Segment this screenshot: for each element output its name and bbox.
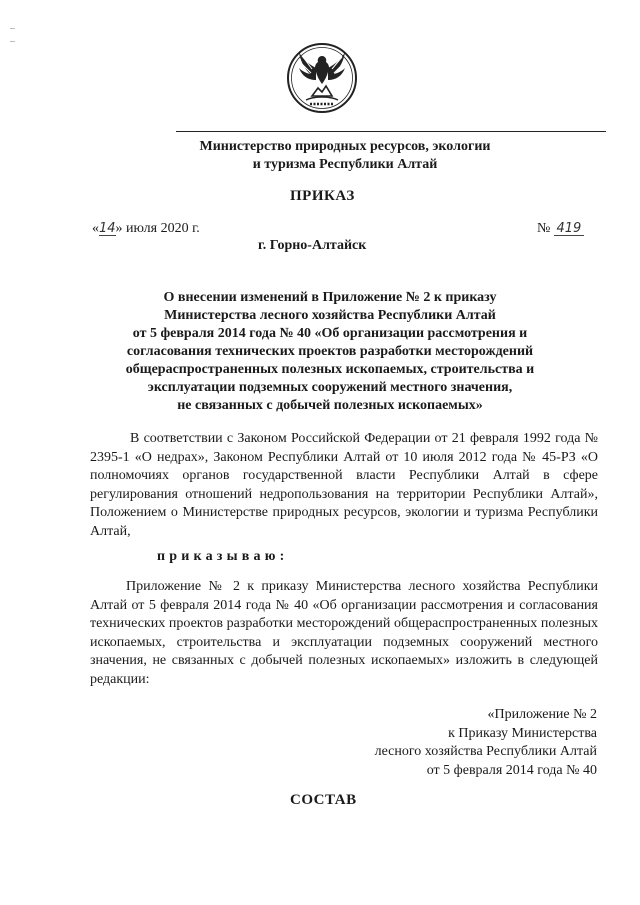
- appendix-reference: [330, 706, 597, 780]
- number-prefix: №: [537, 221, 551, 236]
- open-quote: «: [92, 221, 99, 236]
- clause-paragraph: Приложение № 2 к приказу Министерства лесного хозяйства Республики Алтай от 5 февраля 2014 года № 40 «Об организации рассмотрения и согласования технических проектов разработки месторождений общераспространенных полезных ископаемых, строительства и эксплуатации подземных сооружений местного значения, не связанных с добычей полезных ископаемых» изложить в следующей редакции:: [90, 579, 598, 687]
- republic-emblem-icon: [286, 38, 358, 118]
- close-quote: »: [115, 221, 123, 236]
- section-title: СОСТАВ: [290, 792, 357, 808]
- orders-word: приказываю:: [157, 549, 289, 564]
- appendix-line: «Приложение № 2: [487, 707, 597, 722]
- header-rule: [176, 131, 606, 132]
- ministry-name: [170, 138, 520, 174]
- title-line: О внесении изменений в Приложение № 2 к приказу: [163, 290, 497, 305]
- title-line: Министерства лесного хозяйства Республики Алтай: [164, 308, 496, 323]
- preamble-paragraph: В соответствии с Законом Российской Федерации от 21 февраля 1992 года № 2395-1 «О недрах», Законом Республики Алтай от 10 июля 2012 года № 45-РЗ «О полномочиях органов государственной власти Республики Алтай в сфере регулирования отношений недропользования на территории Республики Алтай», Положением о Министерстве природных ресурсов, экологии и туризма Республики Алтай,: [90, 431, 598, 539]
- ministry-line: и туризма Республики Алтай: [252, 157, 438, 172]
- handwritten-number: 419: [554, 222, 584, 236]
- city: г. Горно-Алтайск: [258, 238, 367, 253]
- document-type: ПРИКАЗ: [290, 188, 355, 204]
- title-line: от 5 февраля 2014 года № 40 «Об организации рассмотрения и: [132, 326, 528, 341]
- title-line: согласования технических проектов разработки месторождений: [126, 344, 534, 359]
- appendix-line: к Приказу Министерства: [448, 725, 597, 741]
- appendix-line: лесного хозяйства Республики Алтай: [374, 744, 597, 759]
- title-line: не связанных с добычей полезных ископаемых»: [177, 398, 483, 413]
- scan-mark: [10, 41, 15, 42]
- handwritten-day: 14: [99, 221, 116, 236]
- order-number: [537, 221, 584, 237]
- ministry-line: Министерство природных ресурсов, экологии: [199, 139, 491, 154]
- appendix-line: от 5 февраля 2014 года № 40: [426, 762, 597, 778]
- scan-mark: [10, 28, 15, 29]
- title-line: общераспространенных полезных ископаемых, строительства и: [125, 362, 535, 377]
- order-date: [92, 221, 200, 237]
- title-line: эксплуатации подземных сооружений местного значения,: [147, 380, 513, 395]
- order-title: [100, 289, 560, 415]
- month-year: июля 2020 г.: [126, 221, 200, 236]
